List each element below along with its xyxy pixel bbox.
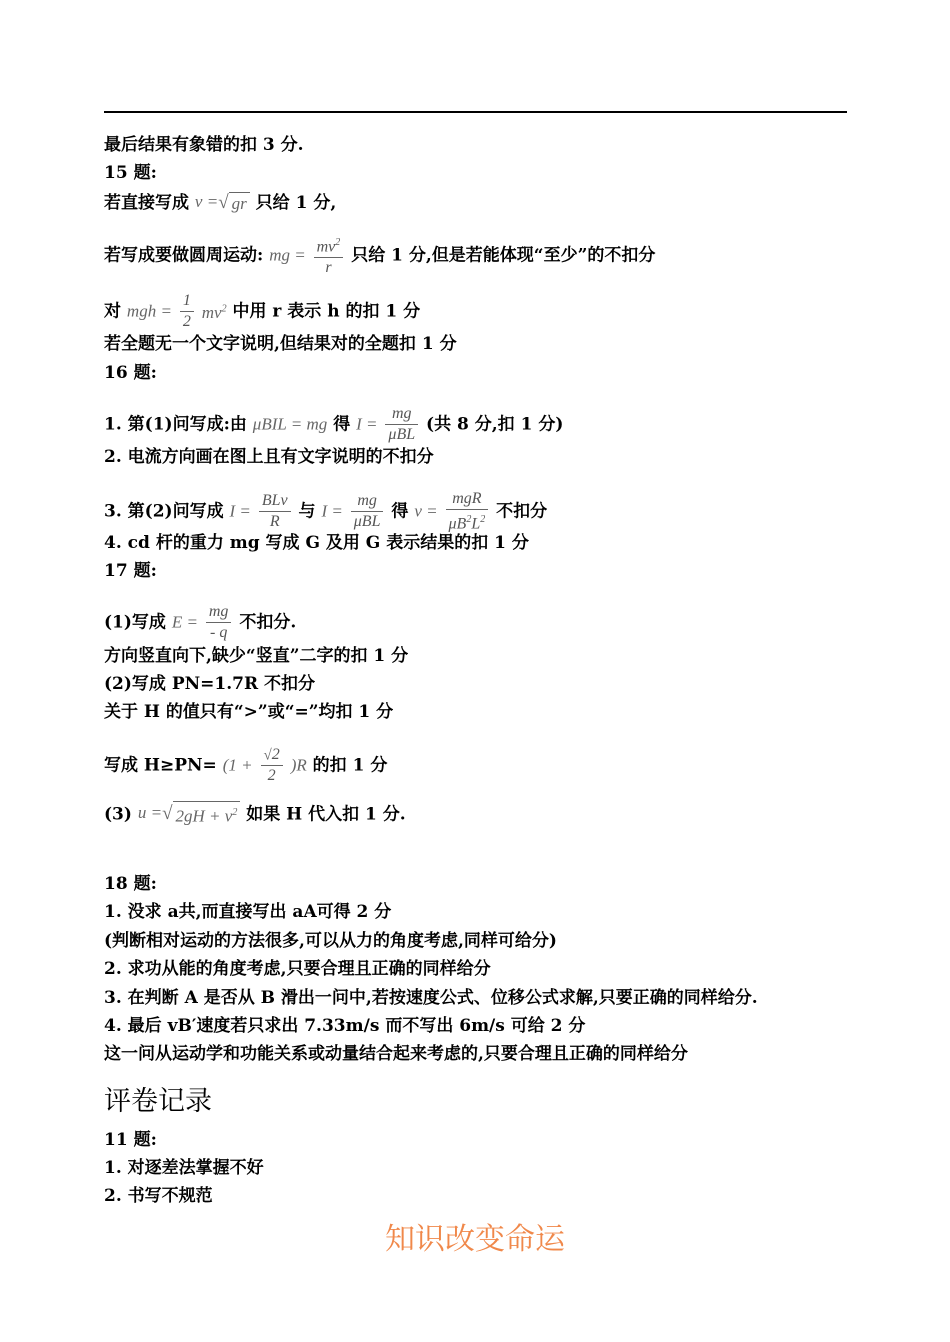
formula-mgh: mgh = xyxy=(126,301,172,321)
line-q17-b: 方向竖直向下,缺少“竖直”二字的扣 1 分 xyxy=(104,646,409,666)
line-q16-2: 2. 电流方向画在图上且有文字说明的不扣分 xyxy=(104,447,434,467)
text: 3. 第(2)问写成 xyxy=(104,501,224,522)
text: (1)写成 xyxy=(104,612,166,633)
section-heading: 评卷记录 xyxy=(104,1086,212,1117)
formula-fraction: $\frac{mv^2}{r}$ xyxy=(314,233,344,278)
formula-mg: mg = xyxy=(269,245,306,265)
text: 若写成要做圆周运动: xyxy=(104,245,264,266)
text: 与 xyxy=(298,501,316,522)
line-q17-c: (2)写成 PN=1.7R 不扣分 xyxy=(104,674,316,694)
line-q17-d: 关于 H 的值只有“>”或“=”均扣 1 分 xyxy=(104,702,394,722)
text: 不扣分 xyxy=(496,501,548,522)
text: 对 xyxy=(104,301,121,322)
line-q15-d: 若全题无一个文字说明,但结果对的全题扣 1 分 xyxy=(104,334,457,354)
formula-fraction: $\frac{\text{mgR}}{\mu B^2L^2}$ xyxy=(446,489,489,534)
formula-u: u =√ $2gH + v^2$ xyxy=(138,803,240,822)
text: (3) xyxy=(104,804,132,825)
formula-fraction: $\frac{mg}{\text{μBL}}$ xyxy=(351,491,384,532)
line-q11-2: 2. 书写不规范 xyxy=(104,1186,213,1206)
line-q18-4: 4. 最后 vB′速度若只求出 7.33m/s 而不写出 6m/s 可给 2 分 xyxy=(104,1016,586,1036)
formula-ubil: μBIL = mg xyxy=(252,414,328,434)
line-q18-summary: 这一问从运动学和功能关系或动量结合起来考虑的,只要合理且正确的同样给分 xyxy=(104,1044,688,1064)
line-deduct-result: 最后结果有象错的扣 3 分. xyxy=(104,135,304,155)
line-q18-note: (判断相对运动的方法很多,可以从力的角度考虑,同样可给分) xyxy=(104,931,557,951)
text: 不扣分. xyxy=(239,612,297,633)
formula-fraction: $\frac{mg}{\text{μBL}}$ xyxy=(385,404,418,445)
formula-paren: (1 + xyxy=(222,755,253,775)
text: 只给 1 分, xyxy=(255,192,337,213)
formula-v: v = xyxy=(414,501,438,521)
line-q18-1: 1. 没求 a共,而直接写出 aA可得 2 分 xyxy=(104,902,392,922)
formula-i: I = xyxy=(356,414,378,434)
formula-i: I = xyxy=(229,501,251,521)
line-q18-3: 3. 在判断 A 是否从 B 滑出一问中,若按速度公式、位移公式求解,只要正确的同样给分. xyxy=(104,988,758,1008)
line-q11-1: 1. 对逐差法掌握不好 xyxy=(104,1158,264,1178)
formula-fraction: $\frac{√2}{2}$ xyxy=(261,745,283,786)
heading-q18: 18 题: xyxy=(104,874,157,894)
heading-q15: 15 题: xyxy=(104,163,157,183)
line-q18-2: 2. 求功从能的角度考虑,只要合理且正确的同样给分 xyxy=(104,959,491,979)
line-q17-e xyxy=(104,745,387,786)
text: 写成 H≥PN= xyxy=(104,755,217,776)
formula-mv2: $mv^2$ xyxy=(201,303,227,323)
line-q16-3 xyxy=(104,489,547,534)
line-q16-1 xyxy=(104,404,563,445)
text: 中用 r 表示 h 的扣 1 分 xyxy=(232,301,421,322)
formula-half: $\frac{1}{2}$ xyxy=(180,291,194,332)
text: 若直接写成 xyxy=(104,192,189,213)
text: 只给 1 分,但是若能体现“至少”的不扣分 xyxy=(351,245,656,266)
text: 得 xyxy=(333,414,351,435)
text: 的扣 1 分 xyxy=(312,755,388,776)
line-q15-a xyxy=(104,191,336,215)
formula-v-sqrt-gr: v =√ gr xyxy=(195,192,250,211)
heading-q11: 11 题: xyxy=(104,1130,157,1150)
heading-q17: 17 题: xyxy=(104,561,157,581)
formula-r: )R xyxy=(290,755,307,775)
line-q17-1 xyxy=(104,602,296,643)
text: 得 xyxy=(391,501,409,522)
line-q15-b xyxy=(104,233,655,278)
text: (共 8 分,扣 1 分) xyxy=(426,414,564,435)
formula-e: E = xyxy=(171,612,198,632)
formula-fraction: $\frac{\text{BLv}}{R}$ xyxy=(259,491,291,532)
line-q15-c xyxy=(104,291,420,332)
footer-slogan: 知识改变命运 xyxy=(385,1222,565,1257)
heading-q16: 16 题: xyxy=(104,363,157,383)
line-q17-3 xyxy=(104,801,406,828)
line-q16-4: 4. cd 杆的重力 mg 写成 G 及用 G 表示结果的扣 1 分 xyxy=(104,533,529,553)
text: 如果 H 代入扣 1 分. xyxy=(246,804,406,825)
formula-fraction: $\frac{mg}{- q}$ xyxy=(206,602,232,643)
formula-i: I = xyxy=(321,501,343,521)
text: 1. 第(1)问写成:由 xyxy=(104,414,247,435)
header-rule xyxy=(104,111,847,113)
